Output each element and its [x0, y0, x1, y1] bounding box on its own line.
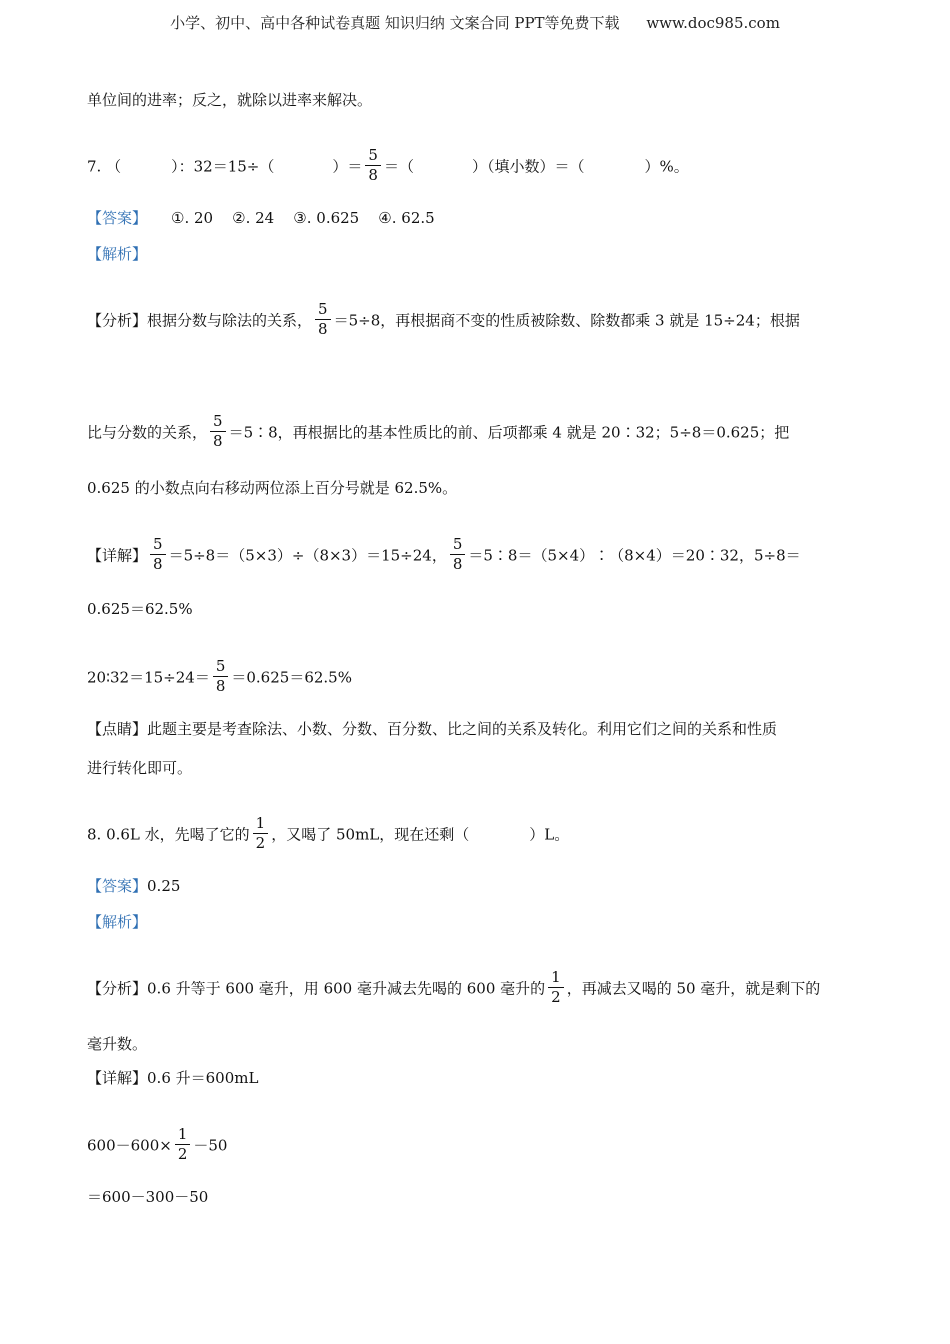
analysis-text: ＝5÷8，再根据商不变的性质被除数、除数都乘 3 就是 15÷24；根据	[333, 311, 800, 330]
header-text: 小学、初中、高中各种试卷真题 知识归纳 文案合同 PPT等免费下载	[170, 14, 620, 32]
question-8	[87, 816, 569, 855]
dianjing-label: 【点睛】	[87, 720, 148, 738]
percent-suffix: ）%。	[644, 157, 689, 176]
analysis-text: 0.6 升等于 600 毫升，用 600 毫升减去先喝的 600 毫升的	[147, 979, 546, 998]
analysis-text: 比与分数的关系，	[87, 423, 208, 442]
detail-text: 20∶32＝15÷24＝	[87, 668, 210, 687]
numerator: 5	[368, 146, 378, 164]
answer-8	[87, 876, 180, 896]
answer-text: ①. 20 ②. 24 ③. 0.625 ④. 62.5	[171, 209, 435, 227]
fraction	[450, 535, 466, 574]
question-text: ）L。	[529, 825, 570, 844]
numerator: 1	[255, 814, 266, 832]
numerator: 5	[213, 412, 223, 430]
numerator: 5	[452, 535, 463, 553]
fraction	[253, 814, 269, 853]
answer-7	[87, 208, 435, 228]
calc-text: －50	[193, 1136, 228, 1155]
paren-open: （	[106, 157, 122, 176]
calc-line-1	[87, 1127, 227, 1166]
answer-label: 【答案】	[87, 209, 148, 227]
analysis-8-line2: 毫升数。	[87, 1035, 148, 1053]
dianjing-text: 此题主要是考查除法、小数、分数、百分数、比之间的关系及转化。利用它们之间的关系和性质	[147, 720, 778, 738]
fraction	[175, 1125, 191, 1164]
analysis-text: ＝5∶8，再根据比的基本性质比的前、后项都乘 4 就是 20∶32；5÷8＝0.625；把	[228, 423, 790, 442]
analysis-label: 【分析】	[87, 311, 148, 330]
numerator: 1	[177, 1125, 188, 1143]
fraction	[213, 657, 229, 696]
fraction	[365, 146, 381, 185]
detail-text: ＝0.625＝62.5%	[231, 668, 352, 687]
answer-text: 0.25	[147, 877, 181, 895]
answer-label: 【答案】	[87, 877, 148, 895]
detail-8	[87, 1068, 258, 1088]
detail-text: 0.6 升＝600mL	[147, 1069, 259, 1087]
detail-label: 【详解】	[87, 546, 148, 565]
question-text: 8. 0.6L 水，先喝了它的	[87, 825, 250, 844]
question-7	[87, 148, 689, 187]
numerator: 5	[153, 535, 163, 553]
analysis-label: 【分析】	[87, 979, 148, 998]
calc-text: 600－600×	[87, 1136, 172, 1155]
numerator: 5	[215, 657, 226, 675]
equation-segment: ：32＝15÷（	[178, 157, 275, 176]
dianjing-7-line2: 进行转化即可。	[87, 759, 193, 777]
paren-close: ）	[471, 157, 487, 176]
equals-sign: ＝	[347, 157, 363, 176]
fraction	[315, 300, 331, 339]
analysis-text: 根据分数与除法的关系，	[147, 311, 313, 330]
fraction	[210, 412, 226, 451]
denominator: 8	[210, 431, 226, 451]
paren-close: ）	[332, 157, 348, 176]
header-site-link[interactable]: www.doc985.com	[646, 14, 780, 32]
jiexi-label: 【解析】	[87, 245, 148, 263]
page-header	[0, 12, 950, 33]
denominator: 2	[175, 1144, 191, 1164]
question-text: ，又喝了 50mL，现在还剩（	[271, 825, 470, 844]
detail-7	[87, 537, 801, 576]
denominator: 8	[150, 554, 166, 574]
numerator: 1	[551, 968, 561, 986]
denominator: 8	[315, 319, 331, 339]
detail-text: ＝5÷8＝（5×3）÷（8×3）＝15÷24，	[168, 546, 447, 565]
detail-text: ＝5∶8＝（5×4）∶（8×4）＝20∶32，5÷8＝	[468, 546, 801, 565]
fill-decimal-note: （填小数）＝（	[486, 157, 585, 176]
analysis-7-line3: 0.625 的小数点向右移动两位添上百分号就是 62.5%。	[87, 479, 458, 497]
denominator: 8	[365, 165, 381, 185]
dianjing-7	[87, 719, 777, 739]
denominator: 8	[213, 676, 229, 696]
text-line: 单位间的进率；反之，就除以进率来解决。	[87, 91, 373, 109]
jiexi-label: 【解析】	[87, 913, 148, 931]
denominator: 2	[548, 987, 564, 1007]
paren-close: ）	[171, 157, 179, 176]
analysis-text: ，再减去又喝的 50 毫升，就是剩下的	[566, 979, 821, 998]
analysis-7-line2	[87, 414, 789, 453]
question-number: 7.	[87, 157, 102, 176]
equals-paren: ＝（	[383, 157, 414, 176]
calc-line-2: ＝600－300－50	[87, 1188, 209, 1206]
numerator: 5	[318, 300, 328, 318]
detail-label: 【详解】	[87, 1069, 148, 1087]
denominator: 8	[450, 554, 466, 574]
analysis-7	[87, 302, 800, 341]
fraction	[548, 968, 564, 1007]
fraction	[150, 535, 166, 574]
detail-7-line2: 0.625＝62.5%	[87, 600, 193, 618]
analysis-8	[87, 970, 820, 1009]
denominator: 2	[253, 833, 269, 853]
detail-7-line3	[87, 659, 352, 698]
